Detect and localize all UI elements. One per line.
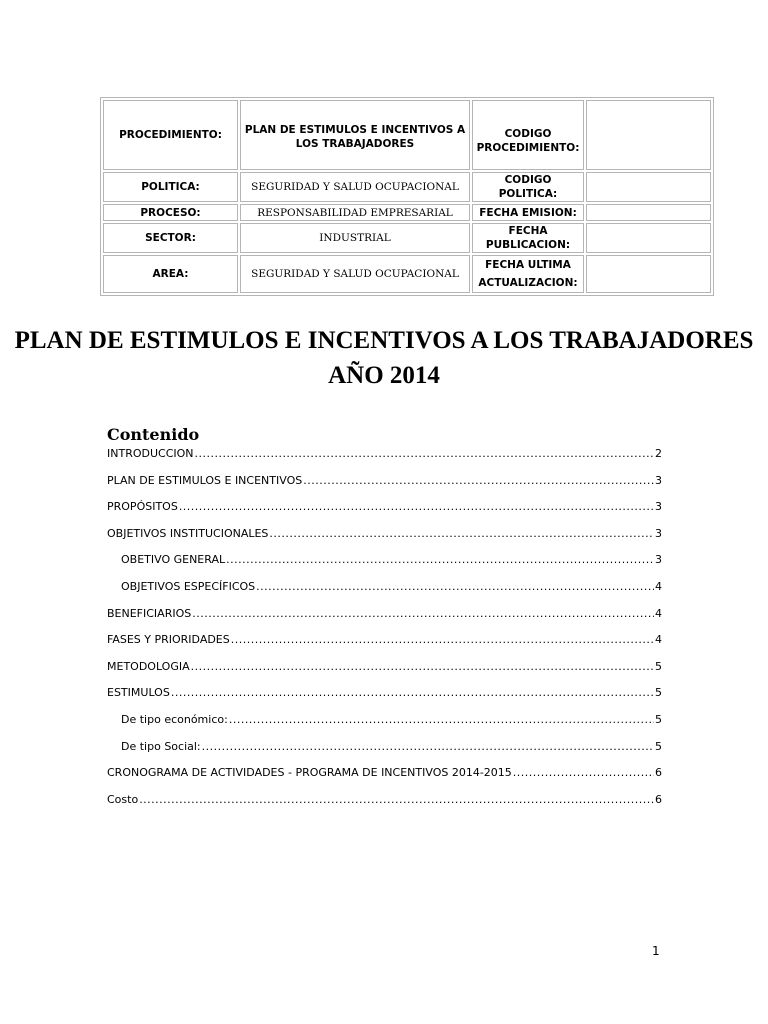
toc-item-page: 3 xyxy=(655,473,662,487)
fecha-publicacion-value xyxy=(586,223,711,253)
toc-item-page: 4 xyxy=(655,606,662,620)
toc-heading: Contenido xyxy=(107,425,200,444)
toc-item[interactable] xyxy=(107,793,662,820)
procedimiento-value: PLAN DE ESTIMULOS E INCENTIVOS A LOS TRABAJADORES xyxy=(240,100,470,170)
toc-item-title: PLAN DE ESTIMULOS E INCENTIVOS xyxy=(107,473,303,487)
toc-item-title: De tipo económico: xyxy=(121,712,228,726)
toc-item-page: 2 xyxy=(655,447,662,460)
sector-value: INDUSTRIAL xyxy=(240,223,470,253)
toc-leader xyxy=(303,474,654,487)
table-of-contents xyxy=(107,447,662,819)
politica-label: POLITICA: xyxy=(103,172,238,202)
toc-item-title: PROPÓSITOS xyxy=(107,500,178,514)
document-header-table xyxy=(100,97,714,296)
toc-item-title: BENEFICIARIOS xyxy=(107,606,192,620)
toc-item[interactable] xyxy=(107,660,662,687)
toc-leader xyxy=(171,686,654,699)
codigo-politica-label: CODIGO POLITICA: xyxy=(472,172,584,202)
toc-leader xyxy=(229,713,654,726)
toc-item-title: METODOLOGIA xyxy=(107,659,190,673)
toc-item-page: 3 xyxy=(655,526,662,540)
toc-item[interactable] xyxy=(107,580,662,607)
toc-item-page: 6 xyxy=(655,766,662,780)
toc-leader xyxy=(179,500,654,513)
area-value: SEGURIDAD Y SALUD OCUPACIONAL xyxy=(240,255,470,293)
codigo-procedimiento-value xyxy=(586,100,711,170)
toc-item-title: OBJETIVOS INSTITUCIONALES xyxy=(107,526,269,540)
codigo-politica-value xyxy=(586,172,711,202)
toc-item-title: CRONOGRAMA DE ACTIVIDADES - PROGRAMA DE INCENTIVOS 2014-2015 xyxy=(107,766,512,780)
fecha-publicacion-label: FECHA PUBLICACION: xyxy=(472,223,584,253)
toc-item-title: INTRODUCCION xyxy=(107,447,194,460)
toc-item[interactable] xyxy=(107,447,662,474)
toc-item[interactable] xyxy=(107,766,662,793)
toc-leader xyxy=(269,527,654,540)
toc-item[interactable] xyxy=(107,740,662,767)
toc-item-title: OBETIVO GENERAL xyxy=(121,553,226,567)
codigo-procedimiento-label: CODIGO PROCEDIMIENTO: xyxy=(472,100,584,170)
toc-item[interactable] xyxy=(107,633,662,660)
toc-item-title: OBJETIVOS ESPECÍFICOS xyxy=(121,579,256,593)
fecha-emision-value xyxy=(586,204,711,221)
toc-item[interactable] xyxy=(107,607,662,634)
toc-item[interactable] xyxy=(107,686,662,713)
toc-leader xyxy=(513,766,654,779)
fecha-emision-label: FECHA EMISION: xyxy=(472,204,584,221)
toc-item-title: ESTIMULOS xyxy=(107,686,170,700)
toc-item[interactable] xyxy=(107,527,662,554)
fecha-ultima-actualizacion-label: FECHA ULTIMA ACTUALIZACION: xyxy=(472,255,584,293)
procedimiento-label: PROCEDIMIENTO: xyxy=(103,100,238,170)
toc-leader xyxy=(256,580,654,593)
toc-item-page: 4 xyxy=(655,633,662,647)
proceso-label: PROCESO: xyxy=(103,204,238,221)
area-label: AREA: xyxy=(103,255,238,293)
toc-leader xyxy=(191,660,654,673)
sector-label: SECTOR: xyxy=(103,223,238,253)
toc-item-page: 5 xyxy=(655,712,662,726)
toc-item-title: Costo xyxy=(107,792,139,806)
toc-item[interactable] xyxy=(107,713,662,740)
toc-item-page: 5 xyxy=(655,659,662,673)
toc-item-page: 5 xyxy=(655,686,662,700)
toc-item[interactable] xyxy=(107,500,662,527)
toc-item-page: 6 xyxy=(655,792,662,806)
toc-item-title: De tipo Social: xyxy=(121,739,201,753)
toc-leader xyxy=(192,607,654,620)
document-title: PLAN DE ESTIMULOS E INCENTIVOS A LOS TRABAJADORES AÑO 2014 xyxy=(14,327,754,389)
page-number: 1 xyxy=(652,944,660,958)
fecha-ultima-actualizacion-value xyxy=(586,255,711,293)
politica-value: SEGURIDAD Y SALUD OCUPACIONAL xyxy=(240,172,470,202)
toc-leader xyxy=(231,633,654,646)
toc-item-page: 4 xyxy=(655,579,662,593)
toc-item-title: FASES Y PRIORIDADES xyxy=(107,633,230,647)
toc-item[interactable] xyxy=(107,553,662,580)
toc-item-page: 5 xyxy=(655,739,662,753)
toc-item[interactable] xyxy=(107,474,662,501)
toc-leader xyxy=(195,447,654,460)
toc-leader xyxy=(139,793,654,806)
proceso-value: RESPONSABILIDAD EMPRESARIAL xyxy=(240,204,470,221)
toc-item-page: 3 xyxy=(655,553,662,567)
toc-item-page: 3 xyxy=(655,500,662,514)
toc-leader xyxy=(226,553,654,566)
toc-leader xyxy=(202,740,654,753)
